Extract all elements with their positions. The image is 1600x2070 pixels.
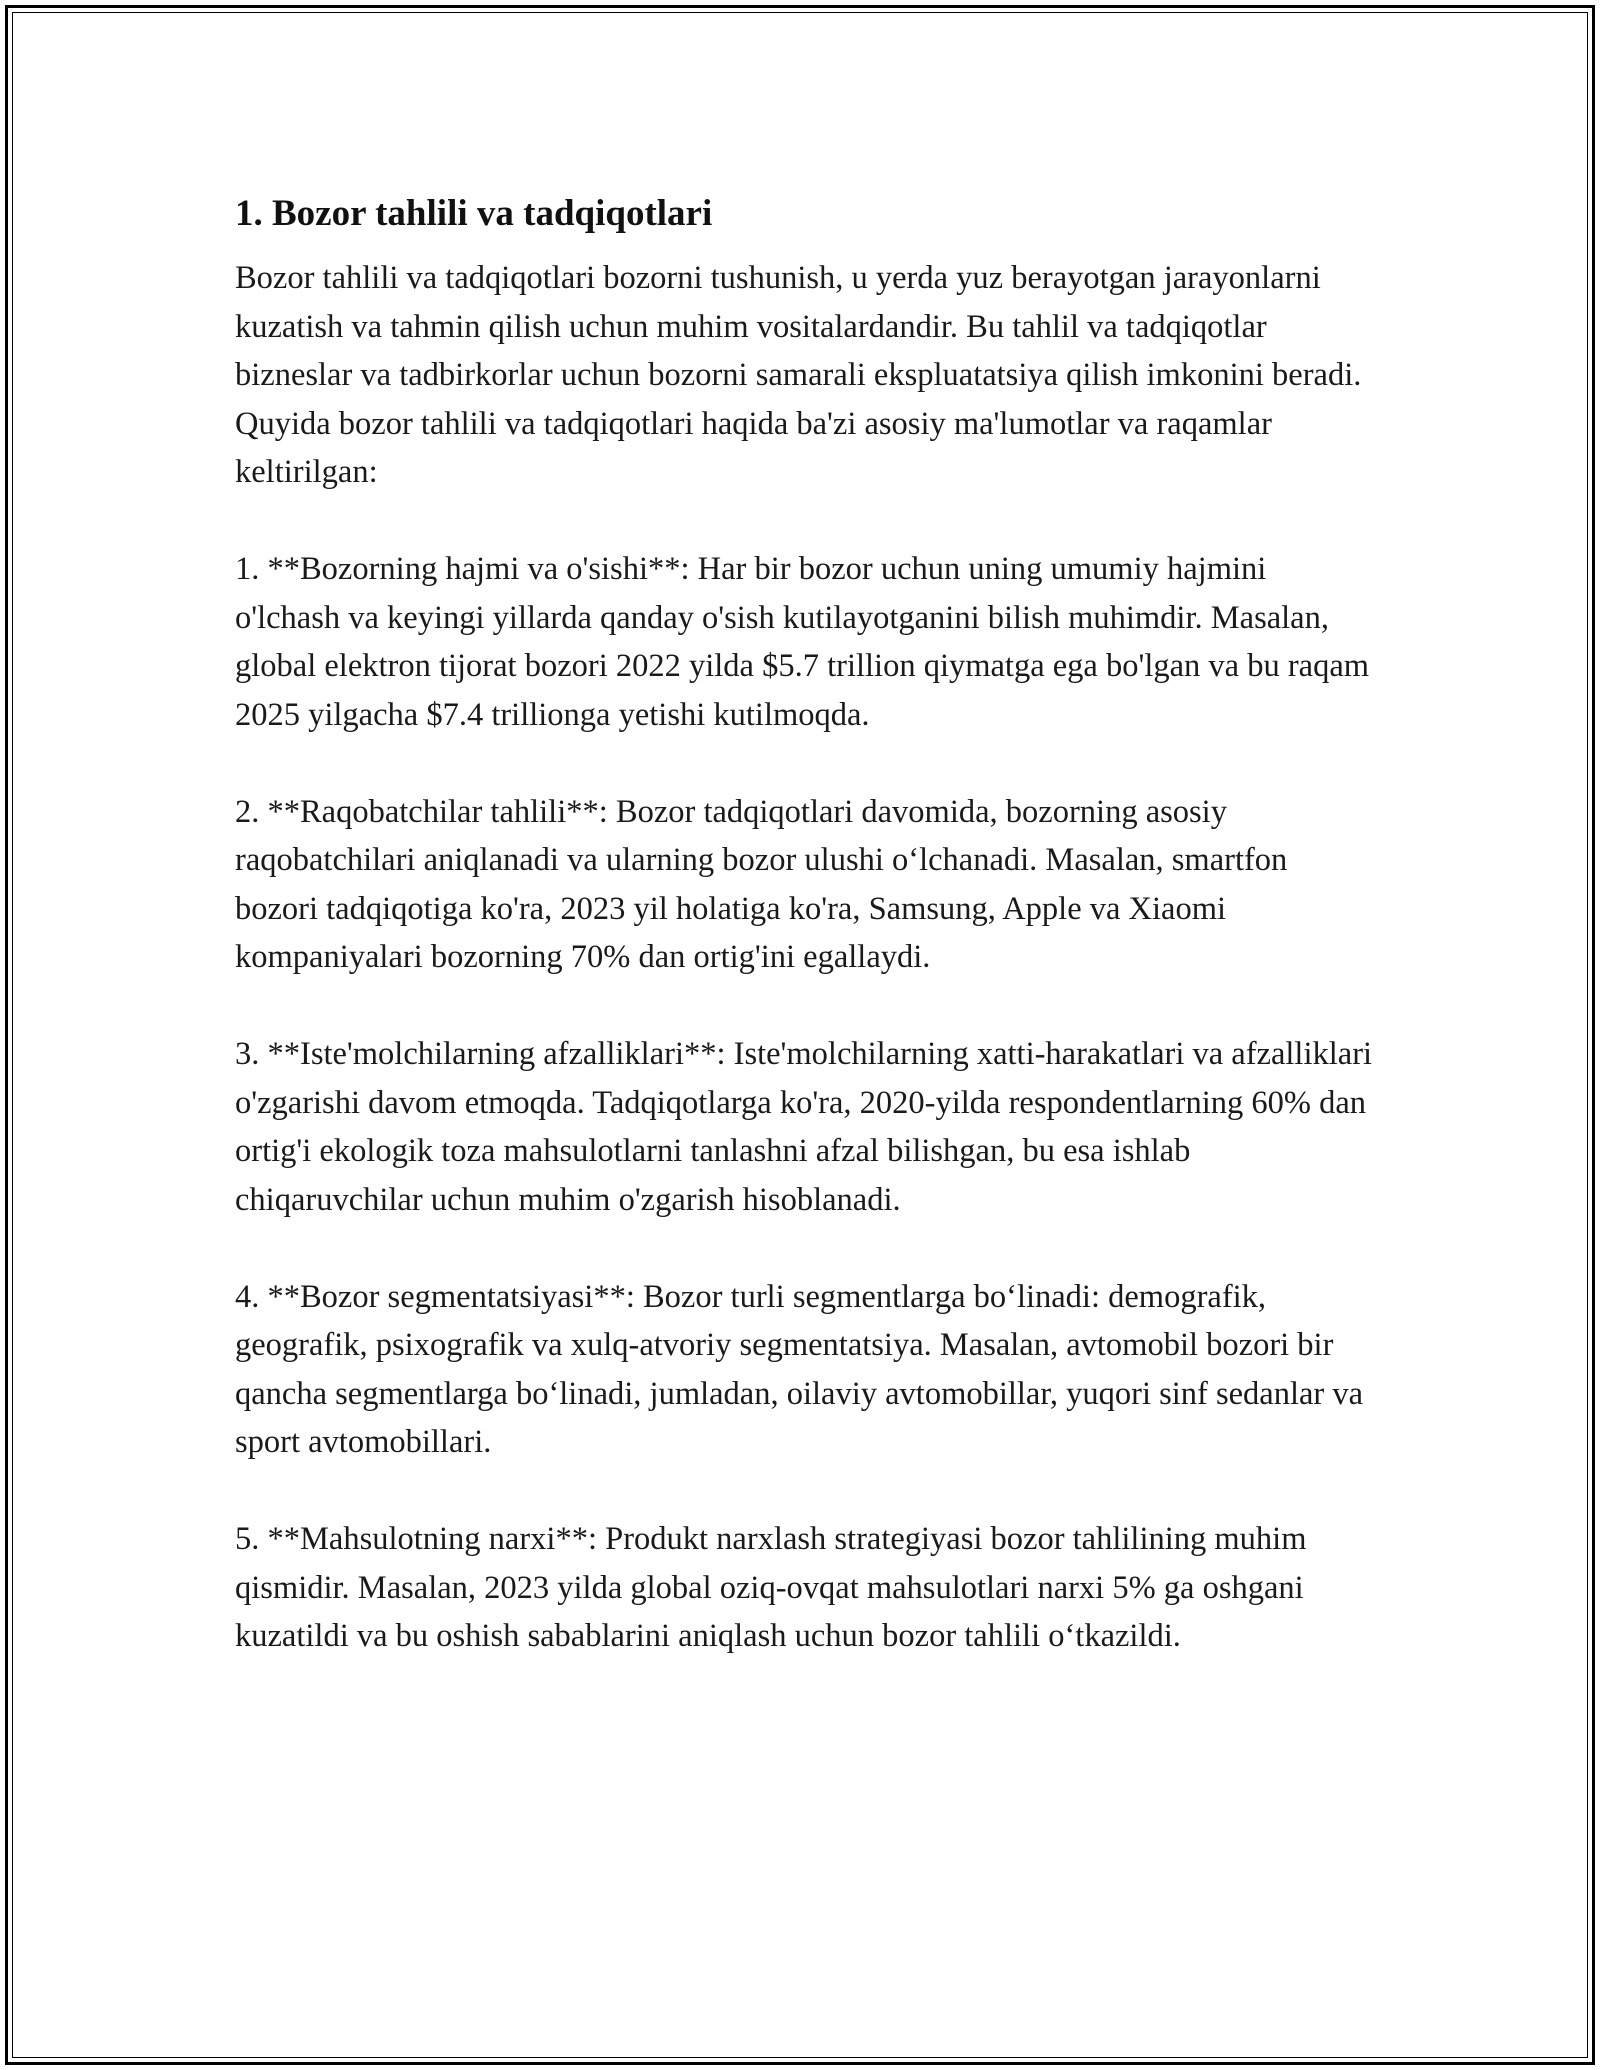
list-item-competitor-analysis: 2. **Raqobatchilar tahlili**: Bozor tadqiqotlari davomida, bozorning asosiy raqobatchilari aniqlanadi va ularning bozor ulushi o‘lchanadi. Masalan, smartfon bozori tadqiqotiga ko'ra, 2023 yil holatiga ko'ra, Samsung, Apple va Xiaomi kompaniyalari bozorning 70% dan ortig'ini egallaydi. (235, 793, 1288, 975)
list-item-product-pricing: 5. **Mahsulotning narxi**: Produkt narxlash strategiyasi bozor tahlilining muhim qismidir. Masalan, 2023 yilda global oziq-ovqat mahsulotlari narxi 5% ga oshgani kuzatildi va bu oshish sabablarini aniqlash uchun bozor tahlili o‘tkazildi. (235, 1521, 1307, 1654)
list-item-consumer-preferences: 3. **Iste'molchilarning afzalliklari**: Iste'molchilarning xatti-harakatlari va afzalliklari o'zgarishi davom etmoqda. Tadqiqotlarga ko'ra, 2020-yilda respondentlarning 60% dan ortig'i ekologik toza mahsulotlarni tanlashni afzal bilishgan, bu esa ishlab chiqaruvchilar uchun muhim o'zgarish hisoblanadi. (235, 1036, 1373, 1218)
list-item-market-segmentation: 4. **Bozor segmentatsiyasi**: Bozor turli segmentlarga bo‘linadi: demografik, geografik, psixografik va xulq-atvoriy segmentatsiya. Masalan, avtomobil bozori bir qancha segmentlarga bo‘linadi, jumladan, oilaviy avtomobillar, yuqori sinf sedanlar va sport avtomobillari. (235, 1278, 1364, 1460)
list-item-market-size: 1. **Bozorning hajmi va o'sishi**: Har bir bozor uchun uning umumiy hajmini o'lchash va keyingi yillarda qanday o'sish kutilayotganini bilish muhimdir. Masalan, global elektron tijorat bozori 2022 yilda $5.7 trillion qiymatga ega bo'lgan va bu raqam 2025 yilgacha $7.4 trillionga yetishi kutilmoqda. (235, 551, 1370, 733)
document-body (235, 186, 1375, 1709)
section-heading: 1. Bozor tahlili va tadqiqotlari (235, 193, 713, 234)
intro-paragraph: Bozor tahlili va tadqiqotlari bozorni tushunish, u yerda yuz berayotgan jarayonlarni kuzatish va tahmin qilish uchun muhim vositalardandir. Bu tahlil va tadqiqotlar bizneslar va tadbirkorlar uchun bozorni samarali ekspluatatsiya qilish imkonini beradi. Quyida bozor tahlili va tadqiqotlari haqida ba'zi asosiy ma'lumotlar va raqamlar keltirilgan: (235, 260, 1362, 490)
